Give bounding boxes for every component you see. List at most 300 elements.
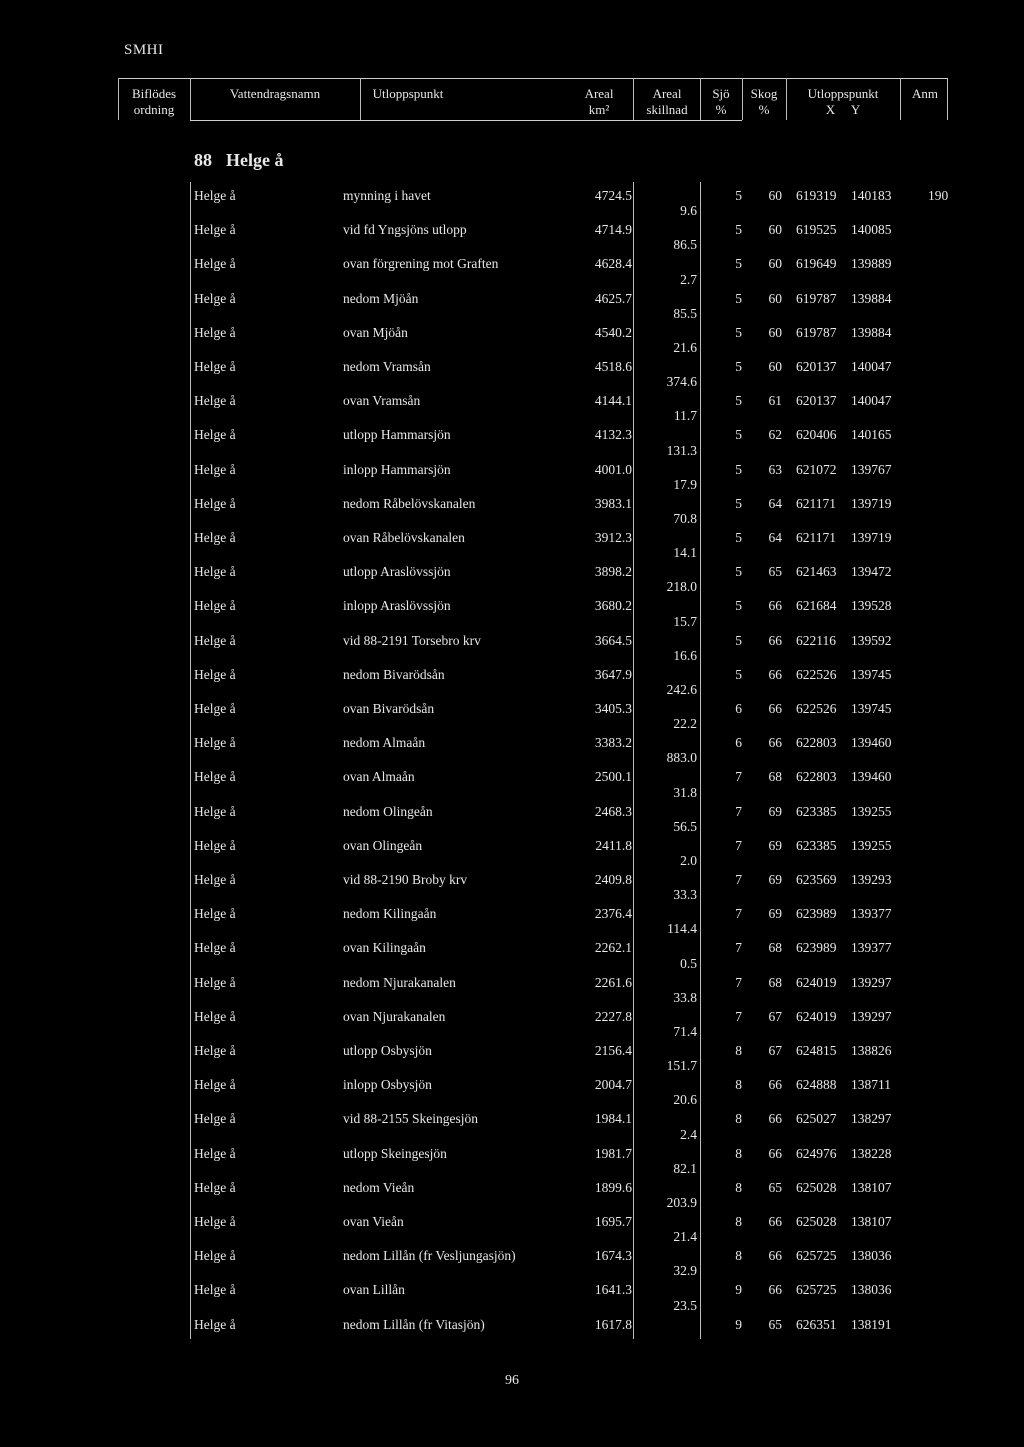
- coord-y: 139255: [851, 803, 892, 819]
- coord-y: 139297: [851, 1008, 892, 1024]
- col-header-sjo: Sjö %: [712, 86, 730, 117]
- lake-percent: 5: [735, 188, 742, 203]
- outlet-point: ovan Almaån: [343, 769, 415, 785]
- lake-percent: 8: [735, 1043, 742, 1058]
- forest-percent: 66: [768, 1111, 782, 1127]
- table-row: [0, 391, 1024, 411]
- outlet-point: nedom Lillån (fr Vitasjön): [343, 1316, 485, 1332]
- area-km2: 3983.1: [594, 495, 632, 511]
- forest-percent: 67: [768, 1043, 782, 1058]
- river-name: Helge å: [194, 1043, 236, 1058]
- outlet-point: inlopp Araslövssjön: [343, 598, 451, 614]
- coord-y: 138036: [851, 1282, 892, 1298]
- area-km2: 4625.7: [594, 290, 632, 306]
- lake-percent: 9: [735, 1316, 742, 1332]
- coord-y: 138036: [851, 1248, 892, 1264]
- area-difference: 86.5: [673, 237, 697, 253]
- coord-y: 138228: [851, 1145, 892, 1161]
- coord-x: 622803: [796, 735, 837, 751]
- area-difference: 21.4: [673, 1229, 697, 1245]
- area-km2: 2468.3: [594, 803, 632, 819]
- outlet-point: inlopp Hammarsjön: [343, 461, 451, 477]
- outlet-point: nedom Vieån: [343, 1179, 415, 1195]
- forest-percent: 66: [768, 1145, 782, 1161]
- col-header-areal-skillnad: Areal skillnad: [646, 86, 688, 117]
- coord-x: 625725: [796, 1248, 837, 1264]
- outlet-point: mynning i havet: [343, 188, 431, 203]
- area-difference: 33.8: [673, 989, 697, 1005]
- river-name: Helge å: [194, 940, 236, 956]
- outlet-point: utlopp Skeingesjön: [343, 1145, 447, 1161]
- coord-y: 139889: [851, 256, 892, 272]
- outlet-point: ovan Njurakanalen: [343, 1008, 446, 1024]
- river-name: Helge å: [194, 290, 236, 306]
- area-km2: 4724.5: [594, 188, 632, 203]
- outlet-point: ovan Bivarödsån: [343, 701, 435, 716]
- forest-percent: 69: [768, 837, 782, 853]
- coord-y: 138711: [851, 1077, 891, 1093]
- area-difference: 114.4: [667, 921, 697, 937]
- outlet-point: ovan Vramsån: [343, 393, 421, 409]
- area-km2: 3647.9: [594, 666, 632, 682]
- area-difference: 218.0: [666, 579, 697, 595]
- coord-y: 138826: [851, 1043, 892, 1058]
- table-row: [0, 1109, 1024, 1129]
- forest-percent: 60: [768, 222, 782, 238]
- table-row: [0, 357, 1024, 377]
- coord-x: 625027: [796, 1111, 837, 1127]
- coord-x: 621463: [796, 564, 837, 580]
- table-row: [0, 425, 1024, 445]
- lake-percent: 7: [735, 940, 742, 956]
- header-divider: [786, 78, 787, 120]
- river-name: Helge å: [194, 632, 236, 648]
- coord-x: 625028: [796, 1179, 837, 1195]
- table-row: [0, 836, 1024, 856]
- table-row: [0, 665, 1024, 685]
- table-row: [0, 631, 1024, 651]
- lake-percent: 8: [735, 1248, 742, 1264]
- lake-percent: 5: [735, 256, 742, 272]
- coord-y: 140165: [851, 427, 892, 443]
- outlet-point: ovan Mjöån: [343, 324, 408, 340]
- lake-percent: 5: [735, 461, 742, 477]
- river-name: Helge å: [194, 1077, 236, 1093]
- coord-x: 624888: [796, 1077, 837, 1093]
- coord-x: 624019: [796, 1008, 837, 1024]
- lake-percent: 8: [735, 1214, 742, 1229]
- lake-percent: 7: [735, 974, 742, 990]
- lake-percent: 7: [735, 906, 742, 922]
- remark: 190: [928, 188, 949, 203]
- coord-y: 139745: [851, 666, 892, 682]
- area-difference: 22.2: [673, 716, 697, 732]
- header-divider: [190, 78, 191, 120]
- coord-x: 623385: [796, 837, 837, 853]
- coord-x: 621171: [796, 495, 836, 511]
- area-difference: 82.1: [673, 1160, 697, 1176]
- area-km2: 1617.8: [594, 1316, 632, 1332]
- outlet-point: utlopp Osbysjön: [343, 1043, 432, 1058]
- coord-x: 619787: [796, 324, 837, 340]
- area-difference: 14.1: [673, 545, 697, 561]
- coord-y: 139719: [851, 495, 892, 511]
- forest-percent: 62: [768, 427, 782, 443]
- coord-y: 139719: [851, 530, 892, 545]
- header-divider: [900, 78, 901, 120]
- area-difference: 11.7: [673, 408, 697, 424]
- forest-percent: 60: [768, 290, 782, 306]
- river-name: Helge å: [194, 1179, 236, 1195]
- coord-x: 619319: [796, 188, 837, 203]
- area-km2: 1674.3: [594, 1248, 632, 1264]
- area-difference: 15.7: [673, 613, 697, 629]
- table-row: [0, 186, 1024, 206]
- coord-y: 139767: [851, 461, 892, 477]
- coord-x: 619787: [796, 290, 837, 306]
- table-row: [0, 733, 1024, 753]
- forest-percent: 60: [768, 324, 782, 340]
- outlet-point: vid 88-2191 Torsebro krv: [343, 632, 481, 648]
- outlet-point: inlopp Osbysjön: [343, 1077, 432, 1093]
- outlet-point: nedom Vramsån: [343, 359, 431, 374]
- forest-percent: 65: [768, 1316, 782, 1332]
- area-km2: 1984.1: [594, 1111, 632, 1127]
- col-header-anm: Anm: [912, 86, 938, 101]
- table-row: [0, 596, 1024, 616]
- outlet-point: vid fd Yngsjöns utlopp: [343, 222, 467, 238]
- table-row: [0, 460, 1024, 480]
- forest-percent: 66: [768, 1248, 782, 1264]
- coord-x: 624976: [796, 1145, 837, 1161]
- table-row: [0, 870, 1024, 890]
- column-rule: [700, 182, 701, 1339]
- river-name: Helge å: [194, 188, 236, 203]
- area-km2: 1981.7: [594, 1145, 632, 1161]
- coord-x: 622116: [796, 632, 836, 648]
- lake-percent: 5: [735, 359, 742, 374]
- table-row: [0, 528, 1024, 548]
- forest-percent: 60: [768, 256, 782, 272]
- coord-x: 622803: [796, 769, 837, 785]
- lake-percent: 8: [735, 1111, 742, 1127]
- forest-percent: 66: [768, 735, 782, 751]
- area-km2: 4144.1: [594, 393, 632, 409]
- table-row: [0, 1280, 1024, 1300]
- forest-percent: 66: [768, 1077, 782, 1093]
- coord-x: 619649: [796, 256, 837, 272]
- lake-percent: 7: [735, 837, 742, 853]
- lake-percent: 5: [735, 290, 742, 306]
- table-row: [0, 562, 1024, 582]
- area-difference: 2.0: [680, 852, 697, 868]
- outlet-point: nedom Njurakanalen: [343, 974, 456, 990]
- section-name: Helge å: [226, 150, 284, 170]
- outlet-point: nedom Råbelövskanalen: [343, 495, 476, 511]
- lake-percent: 5: [735, 222, 742, 238]
- area-km2: 3383.2: [594, 735, 632, 751]
- coord-y: 138297: [851, 1111, 892, 1127]
- coord-x: 622526: [796, 666, 837, 682]
- table-row: [0, 1007, 1024, 1027]
- table-row: [0, 1041, 1024, 1061]
- area-difference: 883.0: [666, 750, 697, 766]
- river-name: Helge å: [194, 427, 236, 443]
- outlet-point: ovan Vieån: [343, 1214, 404, 1229]
- coord-y: 139297: [851, 974, 892, 990]
- coord-y: 138107: [851, 1179, 892, 1195]
- table-row: [0, 254, 1024, 274]
- section-title: [194, 150, 297, 171]
- area-difference: 21.6: [673, 339, 697, 355]
- lake-percent: 5: [735, 598, 742, 614]
- coord-y: 139592: [851, 632, 892, 648]
- coord-x: 620137: [796, 359, 837, 374]
- area-km2: 4518.6: [594, 359, 632, 374]
- outlet-point: nedom Olingeån: [343, 803, 433, 819]
- river-name: Helge å: [194, 1214, 236, 1229]
- river-name: Helge å: [194, 1145, 236, 1161]
- coord-y: 139884: [851, 324, 892, 340]
- lake-percent: 5: [735, 564, 742, 580]
- section-number: 88: [194, 150, 212, 170]
- coord-x: 620406: [796, 427, 837, 443]
- river-name: Helge å: [194, 495, 236, 511]
- area-km2: 1695.7: [594, 1214, 632, 1229]
- forest-percent: 68: [768, 940, 782, 956]
- area-km2: 3898.2: [594, 564, 632, 580]
- coord-y: 139472: [851, 564, 892, 580]
- river-name: Helge å: [194, 222, 236, 238]
- area-difference: 32.9: [673, 1263, 697, 1279]
- column-rule: [633, 182, 634, 1339]
- lake-percent: 5: [735, 632, 742, 648]
- area-km2: 4628.4: [594, 256, 632, 272]
- coord-x: 624815: [796, 1043, 837, 1058]
- river-name: Helge å: [194, 701, 236, 716]
- table-row: [0, 1178, 1024, 1198]
- coord-x: 623989: [796, 940, 837, 956]
- coord-x: 623385: [796, 803, 837, 819]
- forest-percent: 63: [768, 461, 782, 477]
- area-km2: 3405.3: [594, 701, 632, 716]
- coord-x: 619525: [796, 222, 837, 238]
- header-bottom-rule: [190, 120, 742, 121]
- area-km2: 2262.1: [594, 940, 632, 956]
- area-difference: 70.8: [673, 510, 697, 526]
- forest-percent: 69: [768, 872, 782, 887]
- header-divider: [742, 78, 743, 120]
- coord-x: 624019: [796, 974, 837, 990]
- header-top-rule: [118, 78, 948, 79]
- area-km2: 1899.6: [594, 1179, 632, 1195]
- forest-percent: 66: [768, 632, 782, 648]
- river-name: Helge å: [194, 1248, 236, 1264]
- area-difference: 85.5: [673, 305, 697, 321]
- area-difference: 242.6: [666, 681, 697, 697]
- forest-percent: 60: [768, 188, 782, 203]
- coord-x: 621072: [796, 461, 837, 477]
- col-header-utloppspunkt-xy: Utloppspunkt X Y: [807, 86, 879, 117]
- river-name: Helge å: [194, 1111, 236, 1127]
- forest-percent: 68: [768, 769, 782, 785]
- area-km2: 4714.9: [594, 222, 632, 238]
- coord-y: 139377: [851, 906, 892, 922]
- table-row: [0, 1246, 1024, 1266]
- table-row: [0, 1212, 1024, 1232]
- lake-percent: 5: [735, 393, 742, 409]
- coord-y: 140047: [851, 359, 892, 374]
- outlet-point: utlopp Hammarsjön: [343, 427, 451, 443]
- col-header-vattendrag: Vattendragsnamn: [229, 86, 321, 101]
- lake-percent: 6: [735, 735, 742, 751]
- table-row: [0, 289, 1024, 309]
- area-km2: 4540.2: [594, 324, 632, 340]
- forest-percent: 69: [768, 803, 782, 819]
- col-header-areal: Areal km²: [584, 86, 614, 117]
- river-name: Helge å: [194, 872, 236, 887]
- lake-percent: 7: [735, 769, 742, 785]
- outlet-point: ovan Kilingaån: [343, 940, 426, 956]
- lake-percent: 8: [735, 1145, 742, 1161]
- lake-percent: 5: [735, 324, 742, 340]
- area-difference: 131.3: [666, 442, 697, 458]
- area-difference: 17.9: [673, 476, 697, 492]
- area-km2: 4001.0: [594, 461, 632, 477]
- area-difference: 16.6: [673, 647, 697, 663]
- forest-percent: 66: [768, 701, 782, 716]
- table-row: [0, 1075, 1024, 1095]
- area-km2: 2004.7: [594, 1077, 632, 1093]
- coord-y: 140085: [851, 222, 892, 238]
- outlet-point: nedom Mjöån: [343, 290, 419, 306]
- area-difference: 203.9: [666, 1194, 697, 1210]
- river-name: Helge å: [194, 324, 236, 340]
- outlet-point: ovan Råbelövskanalen: [343, 530, 465, 545]
- lake-percent: 5: [735, 666, 742, 682]
- river-name: Helge å: [194, 1282, 236, 1298]
- area-km2: 2500.1: [594, 769, 632, 785]
- coord-x: 621684: [796, 598, 837, 614]
- coord-y: 140047: [851, 393, 892, 409]
- area-km2: 3912.3: [594, 530, 632, 545]
- coord-y: 139884: [851, 290, 892, 306]
- page-header-label: SMHI: [124, 42, 164, 58]
- area-difference: 56.5: [673, 818, 697, 834]
- table-row: [0, 1315, 1024, 1335]
- river-name: Helge å: [194, 530, 236, 545]
- outlet-point: utlopp Araslövssjön: [343, 564, 451, 580]
- coord-y: 139745: [851, 701, 892, 716]
- outlet-point: ovan Olingeån: [343, 837, 423, 853]
- col-header-skog: Skog %: [750, 86, 778, 117]
- table-row: [0, 904, 1024, 924]
- area-difference: 2.4: [680, 1126, 697, 1142]
- area-difference: 31.8: [673, 784, 697, 800]
- page-number: 96: [505, 1373, 519, 1388]
- table-row: [0, 494, 1024, 514]
- table-row: [0, 1144, 1024, 1164]
- outlet-point: vid 88-2190 Broby krv: [343, 872, 468, 887]
- table-row: [0, 973, 1024, 993]
- lake-percent: 5: [735, 427, 742, 443]
- area-km2: 3680.2: [594, 598, 632, 614]
- table-header: [0, 78, 1024, 130]
- area-difference: 33.3: [673, 887, 697, 903]
- coord-y: 138191: [851, 1316, 892, 1332]
- river-name: Helge å: [194, 803, 236, 819]
- river-name: Helge å: [194, 598, 236, 614]
- outlet-point: nedom Bivarödsån: [343, 666, 445, 682]
- river-name: Helge å: [194, 769, 236, 785]
- area-km2: 2156.4: [594, 1043, 632, 1058]
- area-difference: 2.7: [680, 271, 697, 287]
- lake-percent: 9: [735, 1282, 742, 1298]
- coord-y: 140183: [851, 188, 892, 203]
- coord-y: 139528: [851, 598, 892, 614]
- col-header-utlopp: Utloppspunkt: [372, 86, 444, 101]
- area-km2: 1641.3: [594, 1282, 632, 1298]
- lake-percent: 6: [735, 701, 742, 716]
- forest-percent: 66: [768, 666, 782, 682]
- coord-x: 620137: [796, 393, 837, 409]
- coord-y: 139460: [851, 769, 892, 785]
- lake-percent: 8: [735, 1077, 742, 1093]
- table-row: [0, 802, 1024, 822]
- outlet-point: ovan Lillån: [343, 1282, 405, 1298]
- coord-y: 139255: [851, 837, 892, 853]
- area-km2: 4132.3: [594, 427, 632, 443]
- coord-x: 626351: [796, 1316, 837, 1332]
- river-name: Helge å: [194, 393, 236, 409]
- forest-percent: 64: [768, 530, 782, 545]
- forest-percent: 64: [768, 495, 782, 511]
- area-difference: 151.7: [666, 1058, 697, 1074]
- lake-percent: 7: [735, 1008, 742, 1024]
- table-row: [0, 323, 1024, 343]
- forest-percent: 67: [768, 1008, 782, 1024]
- area-km2: 3664.5: [594, 632, 632, 648]
- area-km2: 2411.8: [595, 837, 632, 853]
- header-divider: [360, 78, 361, 120]
- river-name: Helge å: [194, 1316, 236, 1332]
- coord-x: 621171: [796, 530, 836, 545]
- table-row: [0, 767, 1024, 787]
- area-difference: 23.5: [673, 1297, 697, 1313]
- outlet-point: nedom Kilingaån: [343, 906, 437, 922]
- table-row: [0, 699, 1024, 719]
- forest-percent: 66: [768, 598, 782, 614]
- river-name: Helge å: [194, 359, 236, 374]
- area-difference: 71.4: [673, 1023, 697, 1039]
- table-row: [0, 220, 1024, 240]
- area-difference: 374.6: [666, 374, 697, 390]
- forest-percent: 66: [768, 1214, 782, 1229]
- lake-percent: 7: [735, 872, 742, 887]
- lake-percent: 5: [735, 530, 742, 545]
- coord-x: 623569: [796, 872, 837, 887]
- area-km2: 2376.4: [594, 906, 632, 922]
- col-header-bifl: Biflödes ordning: [131, 86, 177, 117]
- river-name: Helge å: [194, 256, 236, 272]
- coord-x: 622526: [796, 701, 837, 716]
- area-difference: 9.6: [680, 203, 697, 219]
- outlet-point: nedom Almaån: [343, 735, 426, 751]
- header-divider: [700, 78, 701, 120]
- river-name: Helge å: [194, 564, 236, 580]
- river-name: Helge å: [194, 837, 236, 853]
- river-name: Helge å: [194, 666, 236, 682]
